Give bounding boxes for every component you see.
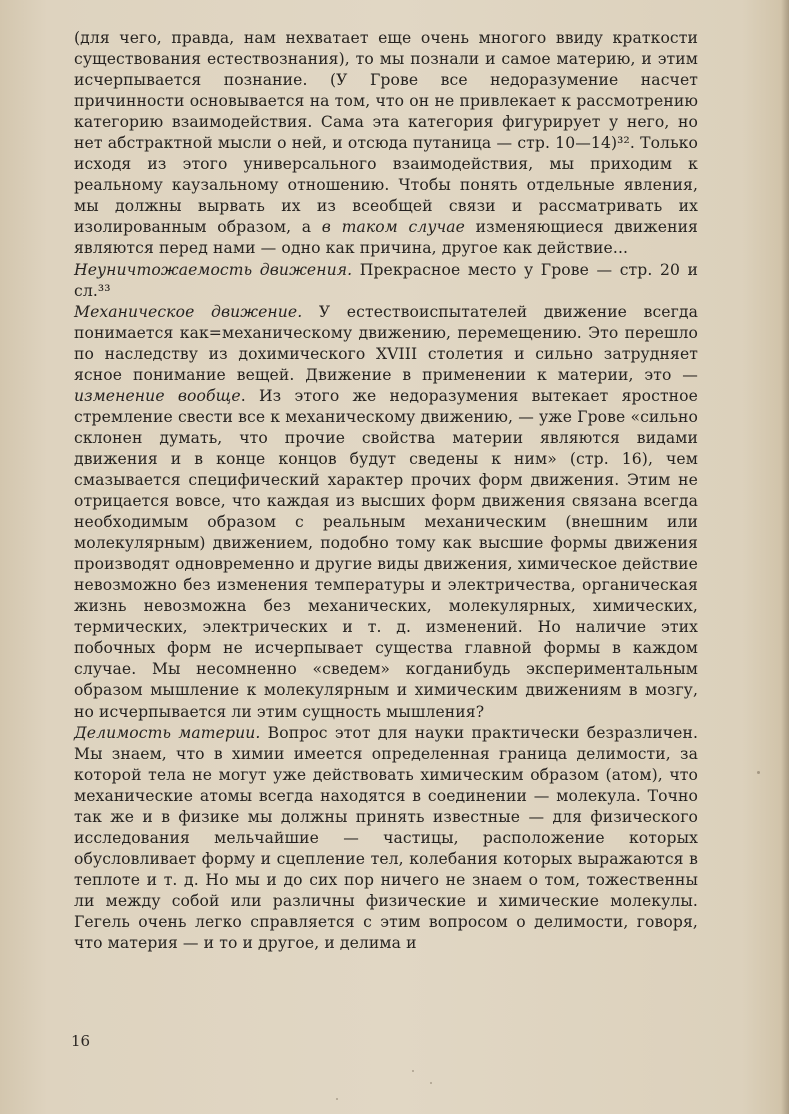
paper-speck (412, 1070, 414, 1072)
paper-speck (757, 771, 760, 774)
paragraph-mechanical-motion-emphasis: изменение вообще (74, 386, 241, 405)
section-heading-divisibility: Делимость материи. (74, 723, 261, 742)
paragraph-divisibility (74, 723, 698, 955)
paragraph-causality (74, 28, 698, 260)
page-number: 16 (71, 1032, 91, 1050)
paper-speck (336, 1098, 338, 1100)
page-text (74, 28, 698, 954)
paragraph-causality-text: (для чего, правда, нам нехватает еще очень многого ввиду краткости существования естествознания), то мы познали и самое материю, и этим исчерпывается познание. (У Грове все недоразумение насчет причинности основывается на том, что он не привлекает к рассмотрению категорию взаимодействия. Сама эта категория фигурирует у него, но нет абстрактной мысли о ней, и отсюда путаница — стр. 10—14)³². Только исходя из этого универсального взаимодействия, мы приходим к реальному каузальному отношению. Чтобы понять отдельные явления, мы должны вырвать их из всеобщей связи и рассматривать их изолированным образом, а (74, 29, 698, 237)
section-heading-mechanical-motion: Механическое движение. (74, 302, 303, 321)
paper-speck (430, 1082, 432, 1084)
paragraph-causality-tail: изменяющиеся движения являются перед нами — одно как причина, другое как действие... (74, 218, 698, 258)
paragraph-mechanical-motion-text-1: У естествоиспытателей движение всегда понимается как=механическому движению, перемещению. Это перешло по наследству из дохимического XVIII столетия и сильно затрудняет ясное понимание вещей. Движение в применении к материи, это — (74, 302, 698, 384)
paragraph-causality-emphasis: в таком случае (321, 218, 465, 237)
paragraph-mechanical-motion (74, 302, 698, 723)
paragraph-indestructibility-text: Прекрасное место у Грове — стр. 20 и сл.³³ (74, 260, 698, 300)
paragraph-indestructibility (74, 260, 698, 302)
page-edge-shadow (781, 0, 789, 1114)
paragraph-mechanical-motion-text-2: . Из этого же недоразумения вытекает яростное стремление свести все к механическому движению, — уже Грове «сильно склонен думать, что прочие свойства материи являются видами движения и в конце концов будут сведены к ним» (стр. 16), чем смазывается специфический характер прочих форм движения. Этим не отрицается вовсе, что каждая из высших форм движения связана всегда необходимым образом с реальным механическим (внешним или молекулярным) движением, подобно тому как высшие формы движения производят одновременно и другие виды движения, химическое действие невозможно без изменения температуры и электричества, органическая жизнь невозможна без механических, молекулярных, химических, термических, электрических и т. д. изменений. Но наличие этих побочных форм не исчерпывает существа главной формы в каждом случае. Мы несомненно «сведем» когданибудь экспериментальным образом мышление к молекулярным и химическим движениям в мозгу, но исчерпывается ли этим сущность мышления? (74, 386, 698, 721)
section-heading-indestructibility: Неуничтожаемость движения. (74, 260, 353, 279)
paragraph-divisibility-text: Вопрос этот для науки практически безразличен. Мы знаем, что в химии имеется определенная граница делимости, за которой тела не могут уже действовать химическим образом (атом), что механические атомы всегда находятся в соединении — молекула. Точно так же и в физике мы должны принять известные — для физического исследования мельчайшие — частицы, расположение которых обусловливает форму и сцепление тел, колебания которых выражаются в теплоте и т. д. Но мы и до сих пор ничего не знаем о том, тожественны ли между собой или различны физические и химические молекулы. Гегель очень легко справляется с этим вопросом о делимости, говоря, что материя — и то и другое, и делима и (74, 723, 698, 953)
